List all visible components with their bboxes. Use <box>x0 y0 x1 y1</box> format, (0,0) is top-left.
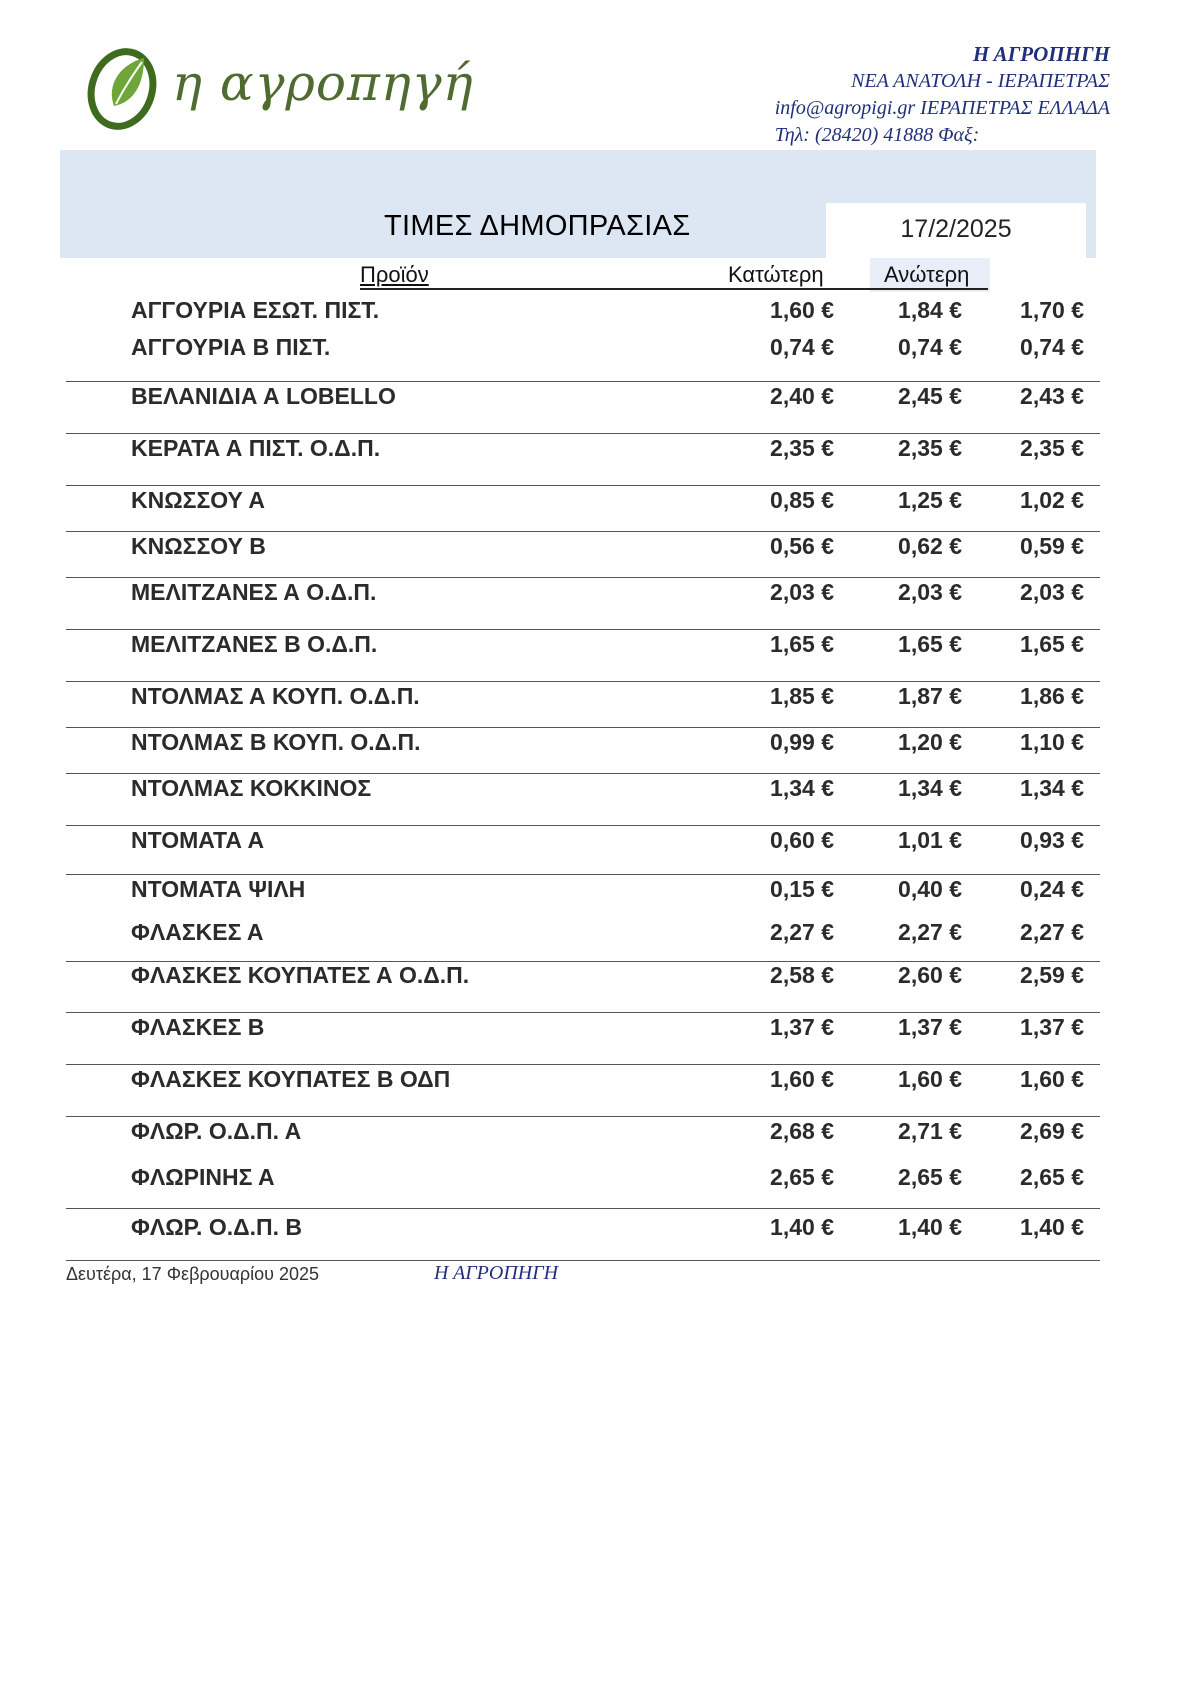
price-low: 1,65 € <box>770 631 834 657</box>
product-name: ΦΛΑΣΚΕΣ Β <box>131 1014 265 1040</box>
table-row <box>0 913 1200 949</box>
price-low: 1,40 € <box>770 1214 834 1240</box>
table-row <box>0 769 1200 805</box>
price-low: 0,99 € <box>770 729 834 755</box>
price-low: 2,58 € <box>770 962 834 988</box>
footer-company: Η ΑΓΡΟΠΗΓΗ <box>434 1262 559 1284</box>
table-row <box>0 1208 1200 1244</box>
leaf-icon <box>86 44 166 134</box>
price-low: 0,85 € <box>770 487 834 513</box>
auction-date: 17/2/2025 <box>826 203 1086 258</box>
price-high: 1,25 € <box>898 487 962 513</box>
logo-text: η αγροπηγή <box>172 54 474 112</box>
price-avg: 1,37 € <box>1020 1014 1084 1040</box>
price-high: 2,65 € <box>898 1164 962 1190</box>
product-name: ΝΤΟΛΜΑΣ Β ΚΟΥΠ. Ο.Δ.Π. <box>131 729 421 755</box>
price-avg: 1,02 € <box>1020 487 1084 513</box>
price-high: 2,45 € <box>898 383 962 409</box>
company-email: info@agropigi.gr ΙΕΡΑΠΕΤΡΑΣ ΕΛΛΑΔΑ <box>774 97 1110 119</box>
table-row <box>0 1008 1200 1044</box>
product-name: ΚΕΡΑΤΑ Α ΠΙΣΤ. Ο.Δ.Π. <box>131 435 381 461</box>
price-low: 1,60 € <box>770 1066 834 1092</box>
price-avg: 1,10 € <box>1020 729 1084 755</box>
price-high: 2,03 € <box>898 579 962 605</box>
row-separator <box>66 1260 1100 1261</box>
price-low: 2,40 € <box>770 383 834 409</box>
price-high: 2,60 € <box>898 962 962 988</box>
table-row <box>0 481 1200 517</box>
price-low: 1,85 € <box>770 683 834 709</box>
product-name: ΚΝΩΣΣΟΥ Β <box>131 533 266 559</box>
table-row <box>0 1060 1200 1096</box>
price-avg: 2,27 € <box>1020 919 1084 945</box>
price-high: 1,20 € <box>898 729 962 755</box>
price-low: 1,34 € <box>770 775 834 801</box>
price-avg: 2,65 € <box>1020 1164 1084 1190</box>
column-header-product: Προϊόν <box>360 262 429 287</box>
table-row <box>0 821 1200 857</box>
product-name: ΦΛΩΡΙΝΗΣ Α <box>131 1164 275 1190</box>
table-row <box>0 870 1200 906</box>
footer-date: Δευτέρα, 17 Φεβρουαρίου 2025 <box>66 1264 320 1284</box>
price-avg: 0,59 € <box>1020 533 1084 559</box>
product-name: ΑΓΓΟΥΡΙΑ ΕΣΩΤ. ΠΙΣΤ. <box>131 297 380 323</box>
table-row <box>0 1112 1200 1148</box>
column-header-low: Κατώτερη <box>728 262 824 287</box>
company-name: Η ΑΓΡΟΠΗΓΗ <box>972 42 1110 66</box>
price-low: 0,74 € <box>770 334 834 360</box>
product-name: ΜΕΛΙΤΖΑΝΕΣ Β Ο.Δ.Π. <box>131 631 378 657</box>
price-avg: 1,40 € <box>1020 1214 1084 1240</box>
product-name: ΒΕΛΑΝΙΔΙΑ Α LOBELLO <box>131 383 396 409</box>
price-low: 2,68 € <box>770 1118 834 1144</box>
product-name: ΦΛΑΣΚΕΣ Α <box>131 919 264 945</box>
price-low: 2,03 € <box>770 579 834 605</box>
price-high: 2,35 € <box>898 435 962 461</box>
price-low: 0,15 € <box>770 876 834 902</box>
company-info <box>775 40 1110 149</box>
price-avg: 2,03 € <box>1020 579 1084 605</box>
product-name: ΚΝΩΣΣΟΥ Α <box>131 487 266 513</box>
page-title: ΤΙΜΕΣ ΔΗΜΟΠΡΑΣΙΑΣ <box>384 210 691 242</box>
product-name: ΝΤΟΛΜΑΣ Α ΚΟΥΠ. Ο.Δ.Π. <box>131 683 420 709</box>
table-row <box>0 1158 1200 1194</box>
price-avg: 0,93 € <box>1020 827 1084 853</box>
price-high: 1,60 € <box>898 1066 962 1092</box>
price-high: 0,62 € <box>898 533 962 559</box>
price-low: 2,35 € <box>770 435 834 461</box>
company-phone: Τηλ: (28420) 41888 Φαξ: <box>774 124 980 146</box>
price-high: 2,71 € <box>898 1118 962 1144</box>
table-row <box>0 625 1200 661</box>
price-high: 1,01 € <box>898 827 962 853</box>
price-avg: 1,60 € <box>1020 1066 1084 1092</box>
price-low: 0,60 € <box>770 827 834 853</box>
table-row <box>0 677 1200 713</box>
column-header-high: Ανώτερη <box>884 262 970 287</box>
price-high: 1,34 € <box>898 775 962 801</box>
table-row <box>0 429 1200 465</box>
price-avg: 2,35 € <box>1020 435 1084 461</box>
product-name: ΦΛΩΡ. Ο.Δ.Π. Β <box>131 1214 303 1240</box>
table-row <box>0 573 1200 609</box>
table-row <box>0 291 1200 327</box>
table-row <box>0 723 1200 759</box>
price-high: 1,65 € <box>898 631 962 657</box>
price-high: 0,74 € <box>898 334 962 360</box>
price-high: 1,87 € <box>898 683 962 709</box>
product-name: ΦΛΩΡ. Ο.Δ.Π. Α <box>131 1118 302 1144</box>
company-logo <box>86 44 474 144</box>
table-row <box>0 527 1200 563</box>
table-row <box>0 956 1200 992</box>
product-name: ΝΤΟΜΑΤΑ Α <box>131 827 265 853</box>
price-high: 1,84 € <box>898 297 962 323</box>
product-name: ΜΕΛΙΤΖΑΝΕΣ Α Ο.Δ.Π. <box>131 579 377 605</box>
company-location: ΝΕΑ ΑΝΑΤΟΛΗ - ΙΕΡΑΠΕΤΡΑΣ <box>851 70 1110 92</box>
price-low: 2,65 € <box>770 1164 834 1190</box>
product-name: ΝΤΟΜΑΤΑ ΨΙΛΗ <box>131 876 306 902</box>
price-avg: 0,74 € <box>1020 334 1084 360</box>
product-name: ΦΛΑΣΚΕΣ ΚΟΥΠΑΤΕΣ Α Ο.Δ.Π. <box>131 962 470 988</box>
price-avg: 2,69 € <box>1020 1118 1084 1144</box>
product-name: ΑΓΓΟΥΡΙΑ Β ΠΙΣΤ. <box>131 334 331 360</box>
table-row <box>0 377 1200 413</box>
table-row <box>0 328 1200 364</box>
price-high: 0,40 € <box>898 876 962 902</box>
price-high: 1,40 € <box>898 1214 962 1240</box>
price-avg: 2,43 € <box>1020 383 1084 409</box>
price-avg: 2,59 € <box>1020 962 1084 988</box>
price-high: 2,27 € <box>898 919 962 945</box>
price-avg: 1,34 € <box>1020 775 1084 801</box>
price-high: 1,37 € <box>898 1014 962 1040</box>
price-low: 1,60 € <box>770 297 834 323</box>
header-underline <box>360 288 988 290</box>
price-avg: 1,65 € <box>1020 631 1084 657</box>
price-low: 1,37 € <box>770 1014 834 1040</box>
price-avg: 0,24 € <box>1020 876 1084 902</box>
price-avg: 1,70 € <box>1020 297 1084 323</box>
price-avg: 1,86 € <box>1020 683 1084 709</box>
product-name: ΦΛΑΣΚΕΣ ΚΟΥΠΑΤΕΣ Β ΟΔΠ <box>131 1066 451 1092</box>
price-low: 0,56 € <box>770 533 834 559</box>
product-name: ΝΤΟΛΜΑΣ ΚΟΚΚΙΝΟΣ <box>131 775 372 801</box>
price-low: 2,27 € <box>770 919 834 945</box>
